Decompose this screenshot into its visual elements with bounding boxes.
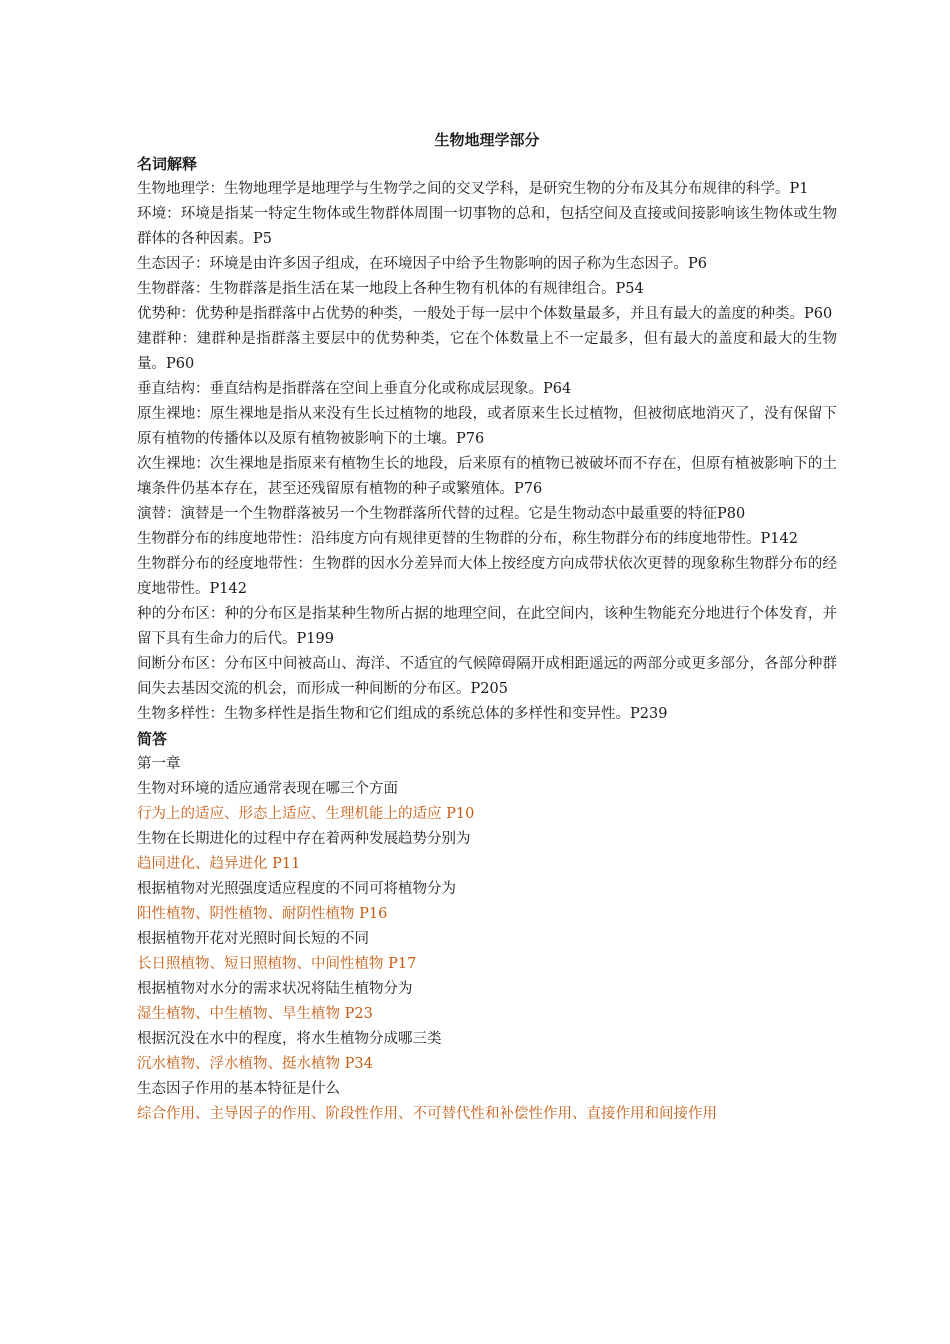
definition-item: 生物地理学：生物地理学是地理学与生物学之间的交叉学科，是研究生物的分布及其分布规律的科学。P1 (137, 181, 809, 197)
answer: 沉水植物、浮水植物、挺水植物 P34 (137, 1056, 373, 1072)
definition-item: 间断分布区：分布区中间被高山、海洋、不适宜的气候障碍隔开成相距遥远的两部分或更多部分，各部分种群间失去基因交流的机会，而形成一种间断的分布区。P205 (137, 656, 837, 697)
answer: 行为上的适应、形态上适应、生理机能上的适应 P10 (137, 806, 475, 822)
document-page (137, 128, 837, 1127)
question: 生物对环境的适应通常表现在哪三个方面 (137, 781, 398, 797)
definition-item: 生态因子：环境是由许多因子组成，在环境因子中给予生物影响的因子称为生态因子。P6 (137, 256, 707, 272)
chapter-label: 第一章 (137, 756, 181, 772)
definition-item: 垂直结构：垂直结构是指群落在空间上垂直分化或称成层现象。P64 (137, 381, 572, 397)
definition-item: 原生裸地：原生裸地是指从来没有生长过植物的地段，或者原来生长过植物，但被彻底地消灭了，没有保留下原有植物的传播体以及原有植物被影响下的土壤。P76 (137, 406, 837, 447)
document-title: 生物地理学部分 (434, 131, 540, 149)
definitions-heading: 名词解释 (137, 155, 198, 173)
definition-item: 环境：环境是指某一特定生物体或生物群体周围一切事物的总和，包括空间及直接或间接影响该生物体或生物群体的各种因素。P5 (137, 206, 837, 247)
definition-item: 演替：演替是一个生物群落被另一个生物群落所代替的过程。它是生物动态中最重要的特征P80 (137, 506, 746, 522)
question: 生物在长期进化的过程中存在着两种发展趋势分别为 (137, 831, 471, 847)
question: 根据沉没在水中的程度，将水生植物分成哪三类 (137, 1031, 442, 1047)
answers-heading: 简答 (137, 730, 168, 748)
definition-item: 生物群落：生物群落是指生活在某一地段上各种生物有机体的有规律组合。P54 (137, 281, 644, 297)
question: 根据植物对光照强度适应程度的不同可将植物分为 (137, 881, 456, 897)
definition-item: 生物群分布的经度地带性：生物群的因水分差异而大体上按经度方向成带状依次更替的现象称生物群分布的经度地带性。P142 (137, 556, 837, 597)
answer: 湿生植物、中生植物、旱生植物 P23 (137, 1006, 373, 1022)
answer: 趋同进化、趋异进化 P11 (137, 856, 301, 872)
answer: 综合作用、主导因子的作用、阶段性作用、不可替代性和补偿性作用、直接作用和间接作用 (137, 1106, 717, 1122)
definition-item: 种的分布区：种的分布区是指某种生物所占据的地理空间，在此空间内，该种生物能充分地进行个体发育，并留下具有生命力的后代。P199 (137, 606, 837, 647)
definition-item: 建群种：建群种是指群落主要层中的优势种类，它在个体数量上不一定最多，但有最大的盖度和最大的生物量。P60 (137, 331, 837, 372)
definition-item: 生物群分布的纬度地带性：沿纬度方向有规律更替的生物群的分布，称生物群分布的纬度地带性。P142 (137, 531, 798, 547)
definition-item: 生物多样性：生物多样性是指生物和它们组成的系统总体的多样性和变异性。P239 (137, 706, 668, 722)
answer: 阳性植物、阴性植物、耐阴性植物 P16 (137, 906, 388, 922)
answer: 长日照植物、短日照植物、中间性植物 P17 (137, 956, 417, 972)
question: 生态因子作用的基本特征是什么 (137, 1081, 340, 1097)
question: 根据植物开花对光照时间长短的不同 (137, 931, 369, 947)
definition-item: 次生裸地：次生裸地是指原来有植物生长的地段，后来原有的植物已被破坏而不存在，但原有植被影响下的土壤条件仍基本存在，甚至还残留原有植物的种子或繁殖体。P76 (137, 456, 837, 497)
question: 根据植物对水分的需求状况将陆生植物分为 (137, 981, 413, 997)
definition-item: 优势种：优势种是指群落中占优势的种类，一般处于每一层中个体数量最多，并且有最大的盖度的种类。P60 (137, 306, 833, 322)
